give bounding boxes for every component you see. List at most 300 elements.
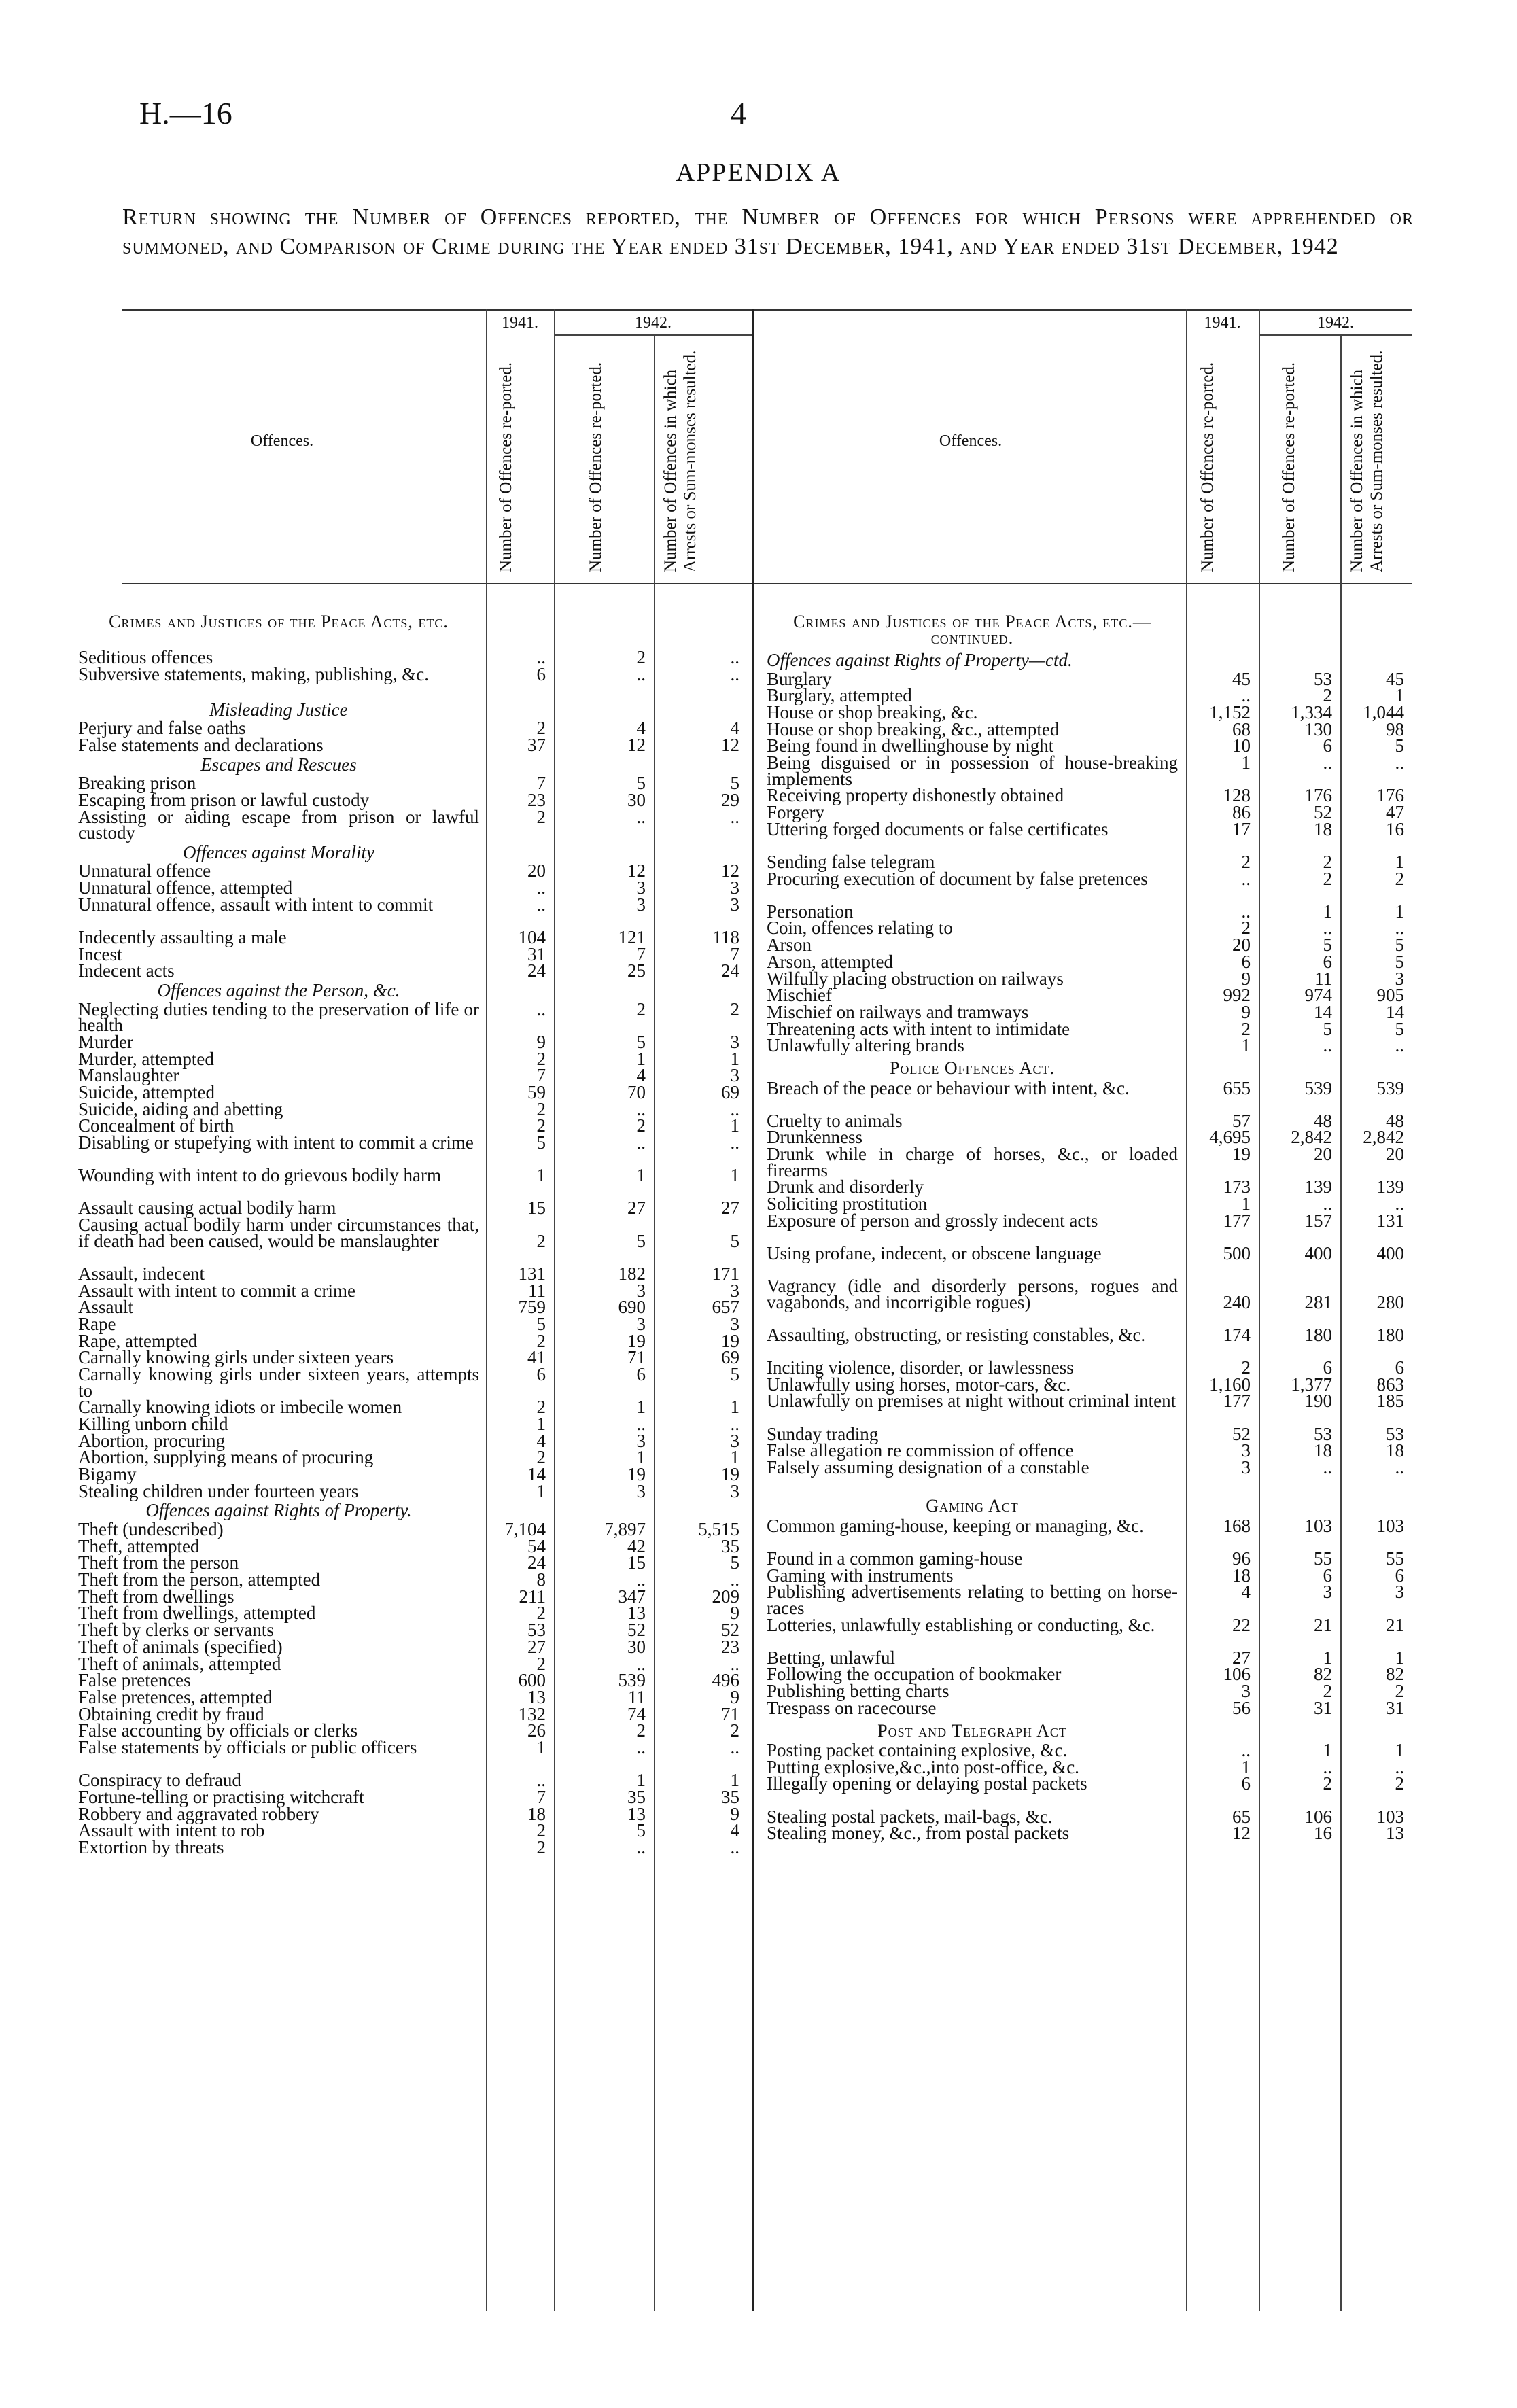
count-1941-reported: 5 (536, 1132, 546, 1153)
count-1941-reported: .. (536, 647, 546, 667)
count-1942-arrests: 103 (1376, 1515, 1404, 1536)
offence-label: Found in a common gaming-house (767, 1548, 1023, 1569)
count-1941-reported: 104 (518, 927, 546, 947)
count-1941-reported: 37 (527, 735, 546, 756)
left-offences-heading: Offences. (250, 432, 314, 450)
count-1942-arrests: .. (730, 1837, 739, 1857)
count-1942-arrests: 5 (1395, 735, 1404, 756)
offence-label: Breaking prison (78, 773, 196, 794)
count-1942-reported: .. (1323, 1035, 1332, 1056)
count-1941-reported: 1 (1241, 1756, 1251, 1777)
offence-label: Theft from the person, attempted (78, 1569, 321, 1590)
offence-label: False accounting by officials or clerks (78, 1720, 358, 1741)
offence-label: Carnally knowing girls under sixteen years, attempts to (78, 1364, 479, 1401)
count-1942-arrests: 20 (1386, 1144, 1404, 1165)
center-divider (752, 309, 754, 2311)
count-1942-reported: 3 (636, 1480, 646, 1501)
count-1942-arrests: .. (730, 647, 739, 667)
count-1942-reported: 2 (636, 1720, 646, 1741)
count-1942-arrests: 176 (1376, 785, 1404, 806)
offence-label: Abortion, supplying means of procuring (78, 1447, 374, 1468)
count-1942-reported: 19 (627, 1464, 646, 1484)
count-1942-reported: 18 (1314, 818, 1332, 839)
count-1942-reported: 5 (1323, 1018, 1332, 1039)
count-1941-reported: 20 (527, 860, 546, 882)
count-1942-arrests: 7 (730, 943, 739, 964)
count-1942-reported: 82 (1314, 1664, 1332, 1685)
count-1942-arrests: 3 (730, 894, 739, 915)
count-1941-reported: 2 (536, 1230, 546, 1251)
count-1942-arrests: 5 (730, 1364, 739, 1384)
count-1942-reported: 3 (636, 1430, 646, 1451)
offence-label: Drunkenness (767, 1127, 862, 1148)
count-1942-reported: 2 (1323, 685, 1332, 706)
count-1942-arrests: .. (1395, 1035, 1404, 1056)
count-1941-reported: 54 (527, 1535, 546, 1556)
count-1941-reported: 15 (527, 1198, 546, 1219)
count-1942-arrests: 1 (730, 1770, 739, 1791)
count-1941-reported: 9 (536, 1031, 546, 1052)
count-1942-arrests: 4 (730, 718, 739, 739)
count-1942-reported: 539 (618, 1670, 646, 1691)
count-1941-reported: 2 (536, 1098, 546, 1119)
document-reference: H.—16 (139, 96, 232, 130)
count-1941-reported: 20 (1232, 935, 1251, 956)
count-1942-reported: 5 (636, 1820, 646, 1841)
count-1941-reported: 9 (1241, 1001, 1251, 1022)
count-1942-arrests: .. (730, 663, 739, 684)
count-1941-reported: 1 (536, 1480, 546, 1501)
count-1941-reported: 992 (1223, 985, 1251, 1006)
count-1942-arrests: 209 (712, 1586, 739, 1607)
count-1942-reported: 5 (636, 1230, 646, 1251)
count-1941-reported: 59 (527, 1081, 546, 1102)
offence-label: Putting explosive,&c.,into post-office, &c. (767, 1756, 1079, 1777)
count-1941-reported: 65 (1232, 1806, 1251, 1827)
count-1942-arrests: 3 (1395, 968, 1404, 989)
count-1942-reported: 6 (1323, 735, 1332, 756)
count-1942-reported: .. (1323, 918, 1332, 939)
count-1942-reported: 6 (1323, 1357, 1332, 1378)
offence-label: Unlawfully on premises at night without criminal intent (767, 1391, 1176, 1412)
count-1942-arrests: 2 (1395, 868, 1404, 889)
offence-label: Publishing advertisements relating to betting on horse-races (767, 1582, 1178, 1618)
offence-label: Common gaming-house, keeping or managing, &c. (767, 1515, 1144, 1536)
count-1941-reported: 759 (518, 1297, 546, 1318)
count-1942-arrests: .. (730, 806, 739, 827)
count-1941-reported: 211 (519, 1586, 546, 1607)
section-heading: Crimes and Justices of the Peace Acts, etc.—continued. (793, 612, 1151, 648)
offence-label: Manslaughter (78, 1065, 179, 1086)
left-1942-reported-heading: Number of Offences re-ported. (587, 362, 605, 572)
count-1942-reported: 12 (627, 860, 646, 882)
offence-label: Theft, attempted (78, 1535, 200, 1556)
offence-label: Conspiracy to defraud (78, 1770, 241, 1791)
count-1942-reported: 14 (1314, 1001, 1332, 1022)
count-1942-reported: 3 (636, 894, 646, 915)
subsection-heading: Offences against Rights of Property. (145, 1500, 412, 1521)
count-1941-reported: 12 (1232, 1823, 1251, 1844)
appendix-title: APPENDIX A (676, 158, 841, 187)
right-year-1942: 1942. (1317, 314, 1354, 332)
count-1941-reported: 4,695 (1209, 1127, 1251, 1148)
count-1941-reported: 6 (1241, 1773, 1251, 1794)
count-1941-reported: 18 (1232, 1565, 1251, 1586)
count-1941-reported: 53 (527, 1620, 546, 1641)
count-1942-arrests: 69 (721, 1081, 739, 1102)
right-offences-heading: Offences. (939, 432, 1002, 450)
count-1941-reported: 2 (1241, 1018, 1251, 1039)
offence-label: Publishing betting charts (767, 1681, 949, 1702)
count-1942-arrests: 12 (721, 735, 739, 756)
count-1941-reported: 41 (527, 1347, 546, 1368)
count-1942-reported: 42 (627, 1535, 646, 1556)
count-1942-arrests: 1 (1395, 851, 1404, 872)
count-1941-reported: 24 (527, 960, 546, 981)
count-1941-reported: 13 (527, 1686, 546, 1707)
count-1942-arrests: 98 (1386, 718, 1404, 739)
count-1941-reported: 56 (1232, 1697, 1251, 1718)
offence-label: Mischief on railways and tramways (767, 1001, 1029, 1022)
count-1942-arrests: 2 (730, 1720, 739, 1741)
count-1942-arrests: 5,515 (698, 1518, 739, 1539)
count-1942-reported: 5 (636, 773, 646, 794)
count-1941-reported: 3 (1241, 1457, 1251, 1478)
offence-label: Drunk while in charge of horses, &c., or loaded firearms (767, 1144, 1178, 1181)
count-1942-reported: 3 (636, 1280, 646, 1301)
count-1942-reported: 21 (1314, 1614, 1332, 1635)
count-1941-reported: 2 (536, 1603, 546, 1624)
count-1942-reported: 180 (1304, 1324, 1332, 1345)
offence-label: Stealing children under fourteen years (78, 1480, 359, 1501)
offence-label: Obtaining credit by fraud (78, 1703, 264, 1724)
count-1942-arrests: 3 (730, 1430, 739, 1451)
count-1942-arrests: 1 (730, 1048, 739, 1069)
count-1941-reported: 3 (1241, 1440, 1251, 1461)
left-year-rule (554, 334, 752, 336)
offence-label: Theft of animals (specified) (78, 1636, 283, 1657)
offence-label: Betting, unlawful (767, 1647, 895, 1668)
count-1942-arrests: 905 (1376, 985, 1404, 1006)
count-1941-reported: 24 (527, 1552, 546, 1573)
count-1942-reported: 2 (1323, 868, 1332, 889)
count-1942-arrests: 27 (721, 1198, 739, 1219)
count-1942-reported: 539 (1304, 1077, 1332, 1098)
count-1941-reported: 168 (1223, 1515, 1251, 1536)
count-1941-reported: .. (1241, 901, 1251, 922)
count-1942-reported: 70 (627, 1081, 646, 1102)
offence-label: Inciting violence, disorder, or lawlessness (767, 1357, 1074, 1378)
count-1941-reported: 96 (1232, 1548, 1251, 1569)
count-1942-arrests: 71 (721, 1703, 739, 1724)
count-1942-arrests: 5 (1395, 951, 1404, 972)
count-1942-arrests: 19 (721, 1330, 739, 1351)
count-1942-reported: 2 (636, 647, 646, 667)
count-1942-arrests: 21 (1386, 1614, 1404, 1635)
count-1942-reported: 1,377 (1291, 1374, 1332, 1395)
count-1941-reported: 600 (518, 1670, 546, 1691)
count-1942-reported: 16 (1314, 1823, 1332, 1844)
count-1942-arrests: 9 (730, 1603, 739, 1624)
count-1941-reported: 14 (527, 1464, 546, 1484)
count-1942-reported: 6 (1323, 1565, 1332, 1586)
count-1942-arrests: 1 (1395, 1647, 1404, 1668)
count-1941-reported: 8 (536, 1569, 546, 1590)
count-1941-reported: 177 (1223, 1210, 1251, 1231)
count-1941-reported: 7 (536, 1065, 546, 1086)
count-1941-reported: 10 (1232, 735, 1251, 756)
count-1942-reported: 11 (628, 1686, 646, 1707)
count-1941-reported: 177 (1223, 1391, 1251, 1412)
count-1942-reported: 5 (1323, 935, 1332, 956)
count-1942-reported: 121 (618, 927, 646, 947)
count-1941-reported: 6 (536, 1364, 546, 1384)
count-1942-arrests: 12 (721, 860, 739, 882)
count-1942-arrests: 1 (1395, 901, 1404, 922)
offence-label: Escaping from prison or lawful custody (78, 790, 370, 810)
offence-label: Fortune-telling or practising witchcraft (78, 1786, 364, 1807)
offence-label: Illegally opening or delaying postal packets (767, 1773, 1087, 1794)
count-1941-reported: 45 (1232, 668, 1251, 689)
count-1941-reported: .. (536, 998, 546, 1019)
offence-label: Subversive statements, making, publishing, &c. (78, 663, 429, 684)
count-1942-arrests: 1 (1395, 685, 1404, 706)
offence-label: Burglary (767, 668, 832, 689)
count-1942-arrests: 9 (730, 1686, 739, 1707)
count-1941-reported: 17 (1232, 818, 1251, 839)
count-1942-reported: 1 (1323, 1647, 1332, 1668)
count-1942-reported: .. (636, 1837, 646, 1857)
count-1942-arrests: .. (730, 1653, 739, 1674)
offence-label: Abortion, procuring (78, 1430, 225, 1451)
count-1942-reported: 4 (636, 718, 646, 739)
count-1941-reported: 18 (527, 1803, 546, 1824)
subsection-heading: Misleading Justice (209, 699, 348, 720)
count-1942-reported: 30 (627, 1636, 646, 1657)
count-1942-reported: .. (636, 806, 646, 827)
count-1941-reported: 7 (536, 773, 546, 794)
count-1941-reported: 2 (536, 1115, 546, 1136)
offence-label: House or shop breaking, &c. (767, 701, 978, 722)
offence-label: Unlawfully altering brands (767, 1035, 964, 1056)
count-1941-reported: 2 (1241, 918, 1251, 939)
left-1942-arrests-heading: Number of Offences in which Arrests or Sum-monses resulted. (661, 350, 699, 572)
count-1942-arrests: .. (730, 1737, 739, 1758)
count-1942-reported: 35 (627, 1786, 646, 1807)
offence-label: Unnatural offence, attempted (78, 877, 293, 898)
offence-label: Causing actual bodily harm under circumstances that, if death had been caused, would be manslaughter (78, 1215, 479, 1251)
count-1941-reported: 2 (536, 1048, 546, 1069)
count-1942-arrests: .. (1395, 1457, 1404, 1478)
count-1942-arrests: 52 (721, 1620, 739, 1641)
offence-label: Murder, attempted (78, 1048, 214, 1069)
offence-label: Following the occupation of bookmaker (767, 1664, 1062, 1685)
count-1942-arrests: 6 (1395, 1357, 1404, 1378)
count-1941-reported: .. (536, 894, 546, 915)
count-1941-reported: 68 (1232, 718, 1251, 739)
offence-label: Indecent acts (78, 960, 175, 981)
count-1942-reported: .. (1323, 1756, 1332, 1777)
offence-label: Suicide, aiding and abetting (78, 1098, 283, 1119)
count-1942-reported: 1,334 (1291, 701, 1332, 722)
count-1942-reported: 400 (1304, 1242, 1332, 1263)
offence-label: Being disguised or in possession of house-breaking implements (767, 752, 1178, 789)
offence-label: Stealing postal packets, mail-bags, &c. (767, 1806, 1053, 1827)
count-1942-reported: 3 (636, 1313, 646, 1334)
offence-label: Killing unborn child (78, 1413, 228, 1434)
section-heading: Post and Telegraph Act (877, 1720, 1067, 1741)
count-1941-reported: 2 (536, 718, 546, 739)
count-1941-reported: 27 (1232, 1647, 1251, 1668)
count-1941-reported: 1 (1241, 1035, 1251, 1056)
count-1942-reported: 19 (627, 1330, 646, 1351)
section-heading: Gaming Act (926, 1496, 1019, 1516)
count-1941-reported: 23 (527, 790, 546, 810)
count-1942-reported: 106 (1304, 1806, 1332, 1827)
count-1942-arrests: .. (730, 1569, 739, 1590)
count-1942-reported: 74 (627, 1703, 646, 1724)
offence-label: Arson (767, 935, 812, 956)
count-1941-reported: 57 (1232, 1110, 1251, 1131)
count-1942-reported: 31 (1314, 1697, 1332, 1718)
count-1942-reported: 25 (627, 960, 646, 981)
offence-label: Soliciting prostitution (767, 1193, 928, 1214)
count-1941-reported: 2 (536, 806, 546, 827)
count-1942-arrests: 400 (1376, 1242, 1404, 1263)
offence-label: Assisting or aiding escape from prison or lawful custody (78, 806, 479, 843)
offence-label: Stealing money, &c., from postal packets (767, 1823, 1070, 1844)
count-1942-arrests: 3 (1395, 1582, 1404, 1603)
count-1942-reported: 1 (1323, 901, 1332, 922)
offence-label: Indecently assaulting a male (78, 927, 287, 947)
offence-label: Assault (78, 1297, 133, 1318)
count-1942-arrests: 3 (730, 1280, 739, 1301)
count-1942-arrests: 539 (1376, 1077, 1404, 1098)
count-1942-reported: .. (636, 1098, 646, 1119)
count-1942-reported: .. (1323, 1193, 1332, 1214)
count-1942-arrests: 3 (730, 1031, 739, 1052)
count-1941-reported: 106 (1223, 1664, 1251, 1685)
count-1942-reported: .. (1323, 752, 1332, 773)
offence-label: Drunk and disorderly (767, 1176, 924, 1198)
count-1941-reported: 2 (536, 1837, 546, 1857)
count-1942-arrests: 13 (1386, 1823, 1404, 1844)
count-1942-reported: .. (636, 1569, 646, 1590)
count-1941-reported: 1 (536, 1737, 546, 1758)
offence-label: Arson, attempted (767, 951, 893, 972)
count-1941-reported: 9 (1241, 968, 1251, 989)
count-1942-arrests: 1,044 (1363, 701, 1404, 722)
count-1942-reported: 157 (1304, 1210, 1332, 1231)
section-heading: Police Offences Act. (889, 1058, 1056, 1078)
count-1942-reported: 1 (636, 1165, 646, 1186)
offence-label: Mischief (767, 985, 832, 1006)
subsection-heading: Offences against Rights of Property—ctd. (767, 650, 1073, 670)
count-1942-reported: .. (636, 1413, 646, 1434)
left-year-1942: 1942. (635, 314, 672, 332)
count-1942-arrests: 3 (730, 877, 739, 898)
count-1942-reported: 2,842 (1291, 1127, 1332, 1148)
count-1942-arrests: 3 (730, 1313, 739, 1334)
count-1941-reported: 2 (536, 1330, 546, 1351)
offence-label: Theft from the person (78, 1552, 239, 1573)
count-1941-reported: 2 (1241, 1357, 1251, 1378)
count-1942-reported: 182 (618, 1263, 646, 1284)
count-1942-reported: .. (636, 1653, 646, 1674)
count-1942-arrests: 1 (1395, 1740, 1404, 1760)
page-number: 4 (731, 96, 746, 130)
offence-label: Unnatural offence, assault with intent to commit (78, 894, 434, 915)
right-1941-reported-heading: Number of Offences re-ported. (1198, 362, 1217, 572)
count-1942-reported: 4 (636, 1065, 646, 1086)
count-1942-arrests: 82 (1386, 1664, 1404, 1685)
count-1942-reported: 48 (1314, 1110, 1332, 1131)
offence-label: Extortion by threats (78, 1837, 224, 1857)
count-1941-reported: 86 (1232, 801, 1251, 822)
count-1941-reported: 500 (1223, 1242, 1251, 1263)
count-1942-arrests: 496 (712, 1670, 739, 1691)
count-1942-reported: .. (636, 1737, 646, 1758)
count-1941-reported: 2 (536, 1820, 546, 1841)
count-1941-reported: 52 (1232, 1423, 1251, 1444)
offence-label: False statements by officials or public officers (78, 1737, 417, 1758)
count-1942-reported: 53 (1314, 668, 1332, 689)
count-1942-arrests: 19 (721, 1464, 739, 1484)
count-1941-reported: 31 (527, 943, 546, 964)
offence-label: False allegation re commission of offence (767, 1440, 1074, 1461)
count-1941-reported: 6 (536, 663, 546, 684)
count-1942-reported: 690 (618, 1297, 646, 1318)
right-1942-arrests-heading: Number of Offences in which Arrests or Sum-monses resulted. (1348, 350, 1386, 572)
count-1942-reported: 52 (1314, 801, 1332, 822)
count-1942-reported: 176 (1304, 785, 1332, 806)
count-1942-reported: 1 (636, 1048, 646, 1069)
count-1942-arrests: 31 (1386, 1697, 1404, 1718)
offence-label: Lotteries, unlawfully establishing or conducting, &c. (767, 1614, 1155, 1635)
subsection-heading: Escapes and Rescues (200, 754, 357, 775)
offence-label: Theft (undescribed) (78, 1518, 224, 1539)
offence-label: Uttering forged documents or false certificates (767, 818, 1109, 839)
count-1942-reported: 13 (627, 1603, 646, 1624)
right-1942-reported-heading: Number of Offences re-ported. (1280, 362, 1298, 572)
offence-label: Theft by clerks or servants (78, 1620, 274, 1641)
count-1942-arrests: .. (1395, 752, 1404, 773)
count-1942-arrests: 48 (1386, 1110, 1404, 1131)
count-1941-reported: 2 (536, 1653, 546, 1674)
count-1941-reported: .. (536, 1770, 546, 1791)
offence-label: Procuring execution of document by false pretences (767, 868, 1148, 889)
right-year-rule (1259, 334, 1412, 336)
offence-label: Personation (767, 901, 854, 922)
offence-label: Trespass on racecourse (767, 1697, 937, 1718)
count-1942-arrests: 280 (1376, 1291, 1404, 1312)
count-1941-reported: 27 (527, 1636, 546, 1657)
count-1942-reported: 18 (1314, 1440, 1332, 1461)
count-1942-reported: 1 (636, 1397, 646, 1418)
right-col-rule-3 (1340, 334, 1342, 2311)
offence-label: Perjury and false oaths (78, 718, 246, 739)
count-1941-reported: 11 (528, 1280, 546, 1301)
offence-label: Rape, attempted (78, 1330, 198, 1351)
offence-label: Sending false telegram (767, 851, 935, 872)
count-1942-reported: 139 (1304, 1176, 1332, 1198)
count-1941-reported: .. (536, 877, 546, 898)
right-year-1941: 1941. (1204, 314, 1241, 332)
count-1942-reported: 13 (627, 1803, 646, 1824)
offence-label: Wounding with intent to do grievous bodily harm (78, 1165, 442, 1186)
count-1942-arrests: .. (730, 1132, 739, 1153)
count-1942-arrests: 4 (730, 1820, 739, 1841)
